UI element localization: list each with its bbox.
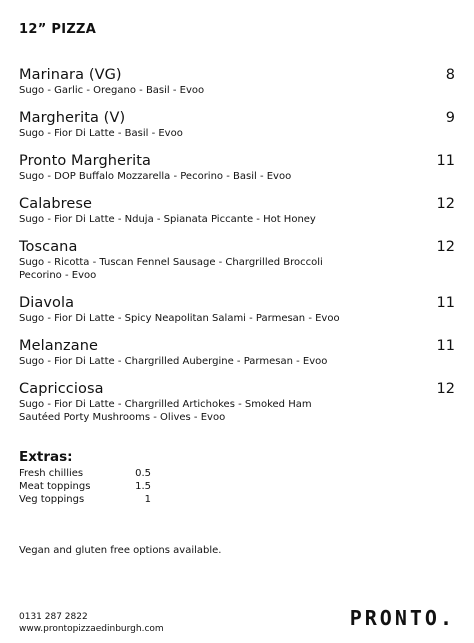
item-price: 12 [436, 239, 455, 255]
menu-item [19, 110, 455, 140]
extras-title: Extras: [19, 449, 73, 465]
menu-item [19, 196, 455, 226]
page-title: 12” PIZZA [19, 22, 97, 37]
item-price: 11 [436, 338, 455, 354]
item-name: Marinara (VG) [19, 67, 122, 83]
extra-price: 0.5 [135, 468, 151, 479]
item-description: Sugo - Fior Di Latte - Chargrilled Aubergine - Parmesan - Evoo [19, 356, 328, 367]
website-link[interactable]: www.prontopizzaedinburgh.com [19, 624, 164, 634]
extra-item [19, 467, 151, 480]
menu-item [19, 295, 455, 325]
item-description: Sugo - Garlic - Oregano - Basil - Evoo [19, 85, 205, 96]
extra-item [19, 493, 151, 506]
item-description: Sugo - Ricotta - Tuscan Fennel Sausage - Chargrilled Broccoli Pecorino - Evoo [19, 257, 323, 281]
menu-item [19, 338, 455, 368]
menu-item [19, 381, 455, 424]
menu-item [19, 239, 455, 282]
brand-logo: PRONTO. [349, 606, 455, 630]
extra-name: Veg toppings [19, 494, 85, 505]
item-price: 11 [436, 153, 455, 169]
extra-item [19, 480, 151, 493]
extra-name: Meat toppings [19, 481, 91, 492]
pizza-menu [19, 67, 455, 437]
extra-price: 1.5 [135, 481, 151, 492]
extra-price: 1 [144, 494, 151, 505]
contact-info [19, 611, 164, 635]
item-description: Sugo - DOP Buffalo Mozzarella - Pecorino - Basil - Evoo [19, 171, 292, 182]
extra-name: Fresh chillies [19, 468, 84, 479]
item-price: 12 [436, 381, 455, 397]
item-price: 8 [445, 67, 455, 83]
item-price: 11 [436, 295, 455, 311]
item-description: Sugo - Fior Di Latte - Chargrilled Artichokes - Smoked Ham Sautéed Porty Mushrooms - Olives - Evoo [19, 399, 312, 423]
item-name: Calabrese [19, 196, 93, 212]
item-description: Sugo - Fior Di Latte - Basil - Evoo [19, 128, 183, 139]
dietary-note: Vegan and gluten free options available. [19, 545, 222, 556]
item-name: Margherita (V) [19, 110, 126, 126]
item-name: Capricciosa [19, 381, 104, 397]
item-name: Pronto Margherita [19, 153, 152, 169]
item-name: Melanzane [19, 338, 99, 354]
item-description: Sugo - Fior Di Latte - Nduja - Spianata Piccante - Hot Honey [19, 214, 316, 225]
item-name: Diavola [19, 295, 75, 311]
menu-item [19, 67, 455, 97]
item-price: 9 [445, 110, 455, 126]
phone-number: 0131 287 2822 [19, 612, 88, 622]
extras-section [19, 449, 151, 506]
menu-item [19, 153, 455, 183]
item-price: 12 [436, 196, 455, 212]
item-name: Toscana [19, 239, 78, 255]
item-description: Sugo - Fior Di Latte - Spicy Neapolitan Salami - Parmesan - Evoo [19, 313, 340, 324]
